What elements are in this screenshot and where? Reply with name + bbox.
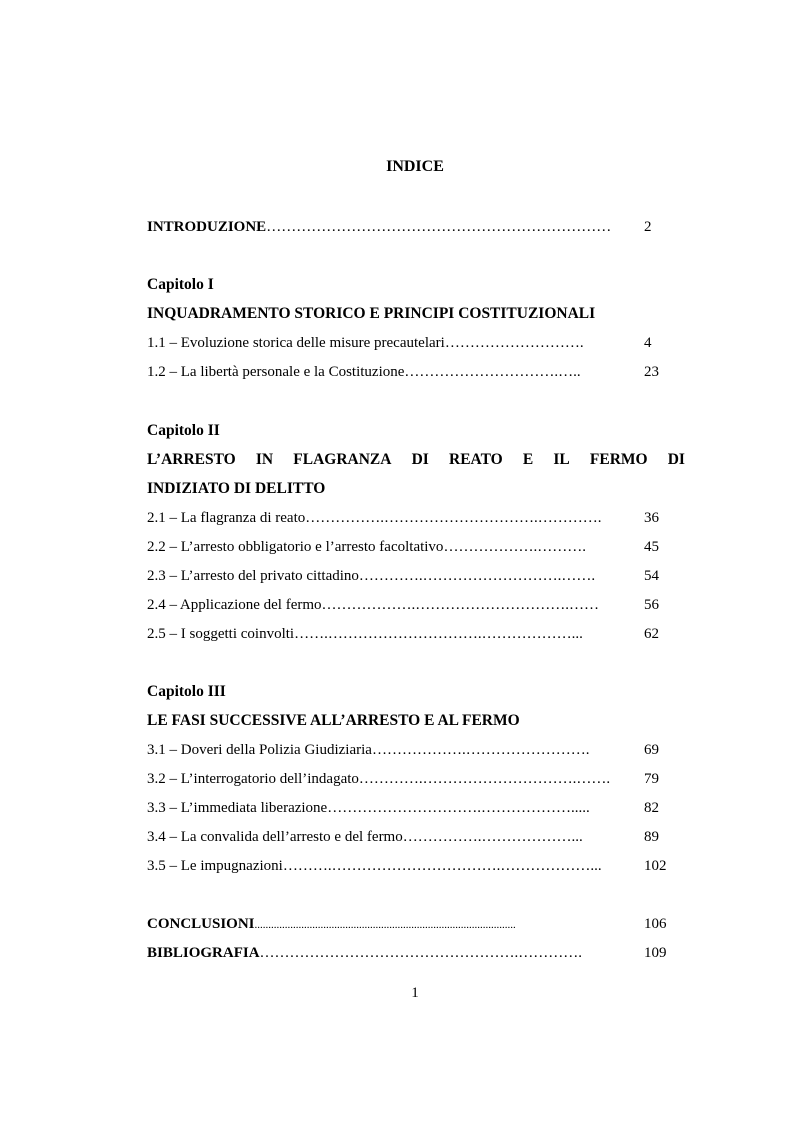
title-word: DI: [667, 451, 685, 468]
toc-label: CONCLUSIONI: [147, 916, 255, 932]
toc-page-number: 62: [644, 626, 659, 642]
toc-entry-text: 2.1 – La flagranza di reato: [147, 510, 306, 526]
toc-entry[interactable]: [147, 593, 687, 617]
chapter-2-title-line-1: [147, 448, 687, 472]
toc-page-number: 69: [644, 742, 659, 758]
toc-leader-dots: ………………………….…..: [404, 364, 581, 380]
toc-entry[interactable]: [147, 360, 687, 384]
toc-entry-introduction[interactable]: [147, 215, 687, 239]
toc-page-number: 2: [644, 219, 652, 235]
page-title: INDICE: [386, 158, 444, 175]
toc-page-number: 36: [644, 510, 659, 526]
toc-entry[interactable]: [147, 535, 687, 559]
toc-leader-dots: ……….…………………………….………………...: [282, 858, 602, 874]
toc-leader-dots: …….………………………….………………...: [294, 626, 583, 642]
toc-entry-text: 3.3 – L’immediata liberazione: [147, 800, 328, 816]
toc-entry[interactable]: [147, 767, 687, 791]
toc-entry[interactable]: [147, 854, 687, 878]
title-word: E: [522, 451, 534, 468]
toc-entry-conclusions[interactable]: [147, 912, 687, 936]
page-number: 1: [411, 985, 419, 1001]
toc-leader-dots: ……………….…………………….: [371, 742, 590, 758]
toc-entry-text: 2.4 – Applicazione del fermo: [147, 597, 322, 613]
toc-leader-dots: ……………….………………………….……: [321, 597, 600, 613]
chapter-2-title-line-2: INDIZIATO DI DELITTO: [147, 480, 326, 497]
toc-entry-text: 3.1 – Doveri della Polizia Giudiziaria: [147, 742, 372, 758]
toc-page-number: 23: [644, 364, 659, 380]
chapter-1-label: Capitolo I: [147, 276, 214, 293]
toc-entry-text: 2.5 – I soggetti coinvolti: [147, 626, 295, 642]
toc-entry[interactable]: [147, 331, 687, 355]
toc-leader-dots: ...............................................................................................: [254, 919, 516, 931]
toc-leader-dots: …………….………………………….………….: [305, 510, 602, 526]
toc-entry-text: 1.2 – La libertà personale e la Costituzione: [147, 364, 405, 380]
toc-entry-bibliography[interactable]: [147, 941, 687, 965]
toc-entry-text: 3.4 – La convalida dell’arresto e del fermo: [147, 829, 403, 845]
toc-entry[interactable]: [147, 622, 687, 646]
toc-page-number: 82: [644, 800, 659, 816]
toc-entry-text: 3.5 – Le impugnazioni: [147, 858, 283, 874]
toc-entry[interactable]: [147, 564, 687, 588]
title-word: REATO: [449, 451, 503, 468]
toc-entry[interactable]: [147, 506, 687, 530]
toc-leader-dots: ……………………….: [444, 335, 584, 351]
toc-entry[interactable]: [147, 738, 687, 762]
title-word: IL: [553, 451, 570, 468]
toc-page-number: 54: [644, 568, 659, 584]
toc-label: INTRODUZIONE: [147, 219, 267, 235]
title-word: FLAGRANZA: [293, 451, 392, 468]
toc-leader-dots: ………………………….……………….....: [327, 800, 590, 816]
title-word: DI: [411, 451, 429, 468]
toc-entry-text: 2.3 – L’arresto del privato cittadino: [147, 568, 359, 584]
title-word: FERMO: [589, 451, 648, 468]
chapter-3-label: Capitolo III: [147, 683, 226, 700]
toc-page-number: 106: [644, 916, 667, 932]
toc-page-number: 89: [644, 829, 659, 845]
toc-leader-dots: ……………….……….: [443, 539, 586, 555]
toc-entry[interactable]: [147, 796, 687, 820]
toc-page-number: 45: [644, 539, 659, 555]
toc-leader-dots: ………….……………………….…….: [358, 568, 596, 584]
toc-page-number: 109: [644, 945, 667, 961]
toc-entry[interactable]: [147, 825, 687, 849]
title-word: IN: [255, 451, 274, 468]
toc-page-number: 102: [644, 858, 667, 874]
toc-entry-text: 1.1 – Evoluzione storica delle misure precautelari: [147, 335, 445, 351]
toc-leader-dots: …………………………………………….………….: [259, 945, 583, 961]
toc-page-number: 56: [644, 597, 659, 613]
toc-entry-text: 2.2 – L’arresto obbligatorio e l’arresto facoltativo: [147, 539, 444, 555]
chapter-1-title: INQUADRAMENTO STORICO E PRINCIPI COSTITUZIONALI: [147, 305, 596, 322]
toc-label: BIBLIOGRAFIA: [147, 945, 260, 961]
chapter-2-label: Capitolo II: [147, 422, 220, 439]
title-word: L’ARRESTO: [147, 451, 236, 468]
toc-leader-dots: ………….………………………….…….: [358, 771, 611, 787]
toc-leader-dots: ……………………………………………………………: [266, 219, 612, 235]
chapter-3-title: LE FASI SUCCESSIVE ALL’ARRESTO E AL FERMO: [147, 712, 520, 729]
toc-page-number: 4: [644, 335, 652, 351]
toc-leader-dots: …………….………………...: [402, 829, 583, 845]
toc-entry-text: 3.2 – L’interrogatorio dell’indagato: [147, 771, 359, 787]
toc-page-number: 79: [644, 771, 659, 787]
